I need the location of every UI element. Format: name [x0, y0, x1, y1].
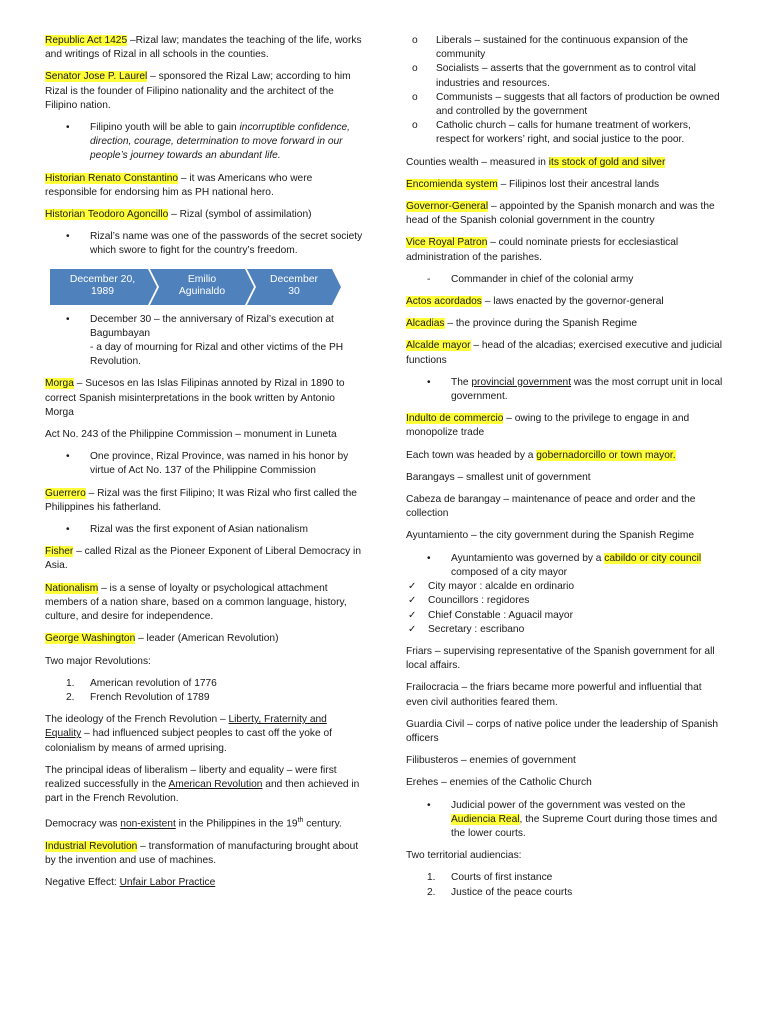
numbered-list [406, 871, 724, 899]
step-line: Emilio [187, 273, 217, 285]
underlined-text: Unfair Labor Practice [119, 877, 216, 889]
para-audiencias: Two territorial audiencias: [406, 850, 522, 862]
highlight-term: Republic Act 1425 [45, 35, 128, 46]
step-line: Aguinaldo [178, 285, 226, 297]
step-line: December 20, [69, 273, 136, 285]
para-text: – Rizal (symbol of assimilation) [168, 209, 312, 221]
highlight-term: Encomienda system [406, 178, 498, 190]
item-text: American revolution of 1776 [90, 677, 217, 689]
para-democracy [45, 814, 363, 832]
underlined-text: American Revolution [168, 778, 263, 790]
para-text: – owing to the privilege to engage in and monopolize trade [406, 413, 690, 439]
para-text: Negative Effect: [45, 877, 120, 889]
para-counties-wealth [406, 156, 724, 170]
para-fisher [45, 545, 363, 573]
para-text: – Sucesos en las Islas Filipinas annoted by Rizal in 1890 to correct Spanish misinterpretations in the book written by Antonio Morga [45, 378, 345, 418]
para-encomienda [406, 178, 724, 192]
list-item [406, 376, 724, 404]
bullet-list [45, 450, 363, 478]
list-item: • One province, Rizal Province, was named in his honor by virtue of Act No. 137 of the Philippine Commission [45, 450, 363, 478]
list-item [45, 677, 363, 691]
superscript: th [297, 817, 304, 825]
highlight-term: Actos acordados [406, 296, 482, 308]
italic-text: incorruptible confidence, direction, courage, determination to move forward in our people’s journey towards an abundant life. [90, 122, 350, 162]
check-icon: ✓ [408, 609, 417, 621]
item-text: Justice of the peace courts [451, 886, 573, 898]
item-text: Liberals – sustained for the continuous expansion of the community [436, 35, 689, 61]
item-text: composed of a city mayor [451, 566, 568, 578]
item-text: , the Supreme Court during those times and the lower courts. [451, 813, 718, 839]
para-act-243: Act No. 243 of the Philippine Commission – monument in Luneta [45, 429, 337, 441]
bullet-list [406, 799, 724, 842]
para-washington [45, 632, 363, 646]
para-vice-royal-patron [406, 236, 724, 264]
para-alcadias [406, 317, 724, 331]
para-text: – Rizal was the first Filipino; It was Rizal who first called the Philippines his fatherland. [45, 487, 357, 513]
highlight-term: Historian Renato Constantino [45, 172, 179, 184]
list-item [45, 691, 363, 705]
para-filibusteros: Filibusteros – enemies of government [406, 755, 576, 767]
step-line: December [270, 273, 318, 285]
highlight-term: Alcadias [406, 318, 445, 330]
para-text: – appointed by the Spanish monarch and was the head of the Spanish colonial government in the country [406, 201, 715, 227]
para-text: –Rizal law; mandates the teaching of the life, works and writings of Rizal in all schools in the counties. [45, 35, 362, 61]
bullet-list [45, 230, 363, 258]
right-column [406, 34, 724, 908]
highlight-term: gobernadorcillo or town mayor. [536, 449, 676, 461]
underlined-text: provincial government [471, 376, 572, 388]
item-text: Catholic church – calls for humane treatment of workers, respect for workers’ right, and social justice to the poor. [436, 120, 691, 146]
numbered-list [45, 677, 363, 705]
list-item [406, 594, 724, 608]
highlight-term: Governor-General [406, 201, 489, 213]
para-text: – laws enacted by the governor-general [481, 296, 664, 308]
item-text: French Revolution of 1789 [90, 691, 210, 703]
list-item [406, 34, 724, 62]
para-two-revolutions: Two major Revolutions: [45, 655, 151, 667]
list-number: 1. [427, 872, 436, 884]
list-item [406, 119, 724, 147]
list-item [406, 62, 724, 90]
list-marker: o [412, 120, 418, 132]
item-text: Courts of first instance [451, 872, 553, 884]
para-nationalism [45, 582, 363, 625]
para-text: – sponsored the Rizal Law; according to him Rizal is the founder of Filipino nationality and the architect of the Filipino nation. [45, 71, 351, 111]
step-line: 1989 [90, 285, 115, 297]
para-text: and then achieved in part in the French Revolution. [45, 778, 360, 805]
highlight-term: Nationalism [45, 582, 99, 594]
bullet-list [406, 376, 724, 404]
list-item [406, 91, 724, 119]
underlined-text: non-existent [120, 818, 176, 830]
list-item [406, 799, 724, 842]
para-friars: Friars – supervising representative of the Spanish government for all local affairs. [406, 645, 715, 672]
highlight-term: its stock of gold and silver [548, 156, 666, 168]
list-item [406, 273, 724, 287]
item-text: Socialists – asserts that the government as to control vital industries and resources. [436, 63, 696, 89]
item-text: was the most corrupt unit in local government. [451, 376, 723, 403]
list-item [406, 871, 724, 885]
ideology-list [406, 34, 724, 148]
para-text: Counties wealth – measured in [406, 156, 549, 168]
para-ideology [45, 713, 363, 756]
list-item [406, 886, 724, 900]
para-barangays: Barangays – smallest unit of government [406, 471, 591, 483]
highlight-term: Morga [45, 378, 74, 390]
bullet-list [406, 552, 724, 580]
para-cabeza: Cabeza de barangay – maintenance of peace and order and the collection [406, 494, 696, 520]
para-text: – leader (American Revolution) [135, 633, 279, 645]
timeline-diagram [45, 267, 363, 307]
bullet-list [45, 523, 363, 537]
list-item [406, 580, 724, 594]
para-text: Democracy was [45, 818, 121, 830]
step-line: 30 [288, 285, 300, 297]
para-agoncillo [45, 208, 363, 222]
para-text: – transformation of manufacturing brought about by the invention and use of machines. [45, 840, 359, 867]
para-ayuntamiento: Ayuntamiento – the city government during the Spanish Regime [406, 530, 695, 542]
list-number: 1. [66, 677, 75, 689]
para-frailocracia: Frailocracia – the friars became more powerful and influential that even civil authorities feared them. [406, 682, 702, 708]
para-text: century. [303, 818, 342, 830]
item-text: - a day of mourning for Rizal and other victims of the PH Revolution. [90, 342, 344, 368]
list-marker: o [412, 91, 418, 103]
para-text: Each town was headed by a [406, 449, 537, 461]
para-town-head [406, 449, 724, 463]
list-number: 2. [427, 886, 436, 898]
para-text: – had influenced subject peoples to cast off the yoke of colonialism by means of armed uprising. [45, 728, 332, 754]
dash-list [406, 273, 724, 287]
item-text: Ayuntamiento was governed by a [451, 552, 605, 564]
list-item [45, 313, 363, 370]
para-text: – Filipinos lost their ancestral lands [497, 178, 660, 190]
item-text: The [451, 376, 472, 388]
para-laurel [45, 70, 363, 113]
highlight-term: Alcalde mayor [406, 340, 471, 352]
list-item [45, 121, 363, 164]
para-negative-effect [45, 876, 363, 890]
item-text: Councillors : regidores [428, 595, 530, 607]
list-item [406, 623, 724, 637]
para-alcalde-mayor [406, 339, 724, 367]
item-text: Judicial power of the government was vested on the [451, 799, 686, 811]
para-industrial-revolution [45, 840, 363, 868]
para-republic-act [45, 34, 363, 62]
para-actos-acordados [406, 295, 724, 309]
para-guerrero [45, 487, 363, 515]
underlined-text: Liberty, Fraternity and Equality [45, 714, 327, 740]
para-text: – is a sense of loyalty or psychological attachment members of a nation share, based on a common language, history, culture, and desire for independence. [45, 582, 347, 623]
para-erehes: Erehes – enemies of the Catholic Church [406, 777, 592, 789]
item-text: Chief Constable : Aguacil mayor [428, 609, 573, 621]
highlight-term: Historian Teodoro Agoncillo [45, 209, 169, 221]
para-constantino [45, 172, 363, 200]
item-text: Communists – suggests that all factors of production be owned and controlled by the government [436, 91, 720, 118]
highlight-term: Indulto de commercio [406, 413, 504, 425]
bullet-list [45, 121, 363, 164]
item-text: December 30 – the anniversary of Rizal’s execution at Bagumbayan [90, 313, 334, 339]
list-marker: - [427, 273, 431, 285]
list-number: 2. [66, 691, 75, 703]
para-indulto [406, 412, 724, 440]
left-column [45, 34, 363, 899]
highlight-term: cabildo or city council [604, 552, 702, 564]
list-item: • Rizal’s name was one of the passwords of the secret society which swore to fight for the country’s freedom. [45, 230, 363, 258]
para-text: The ideology of the French Revolution – [45, 714, 229, 726]
check-list [406, 580, 724, 637]
para-text: – called Rizal as the Pioneer Exponent of Liberal Democracy in Asia. [45, 546, 361, 572]
para-liberalism [45, 764, 363, 807]
para-text: – head of the alcadias; exercised executive and judicial functions [406, 340, 723, 366]
item-text: Secretary : escribano [428, 623, 525, 635]
list-marker: o [412, 35, 418, 46]
check-icon: ✓ [408, 623, 417, 635]
list-marker: o [412, 63, 418, 75]
highlight-term: Fisher [45, 546, 74, 558]
para-text: The principal ideas of liberalism – liberty and equality – were first realized successfully in the [45, 764, 337, 790]
para-morga [45, 377, 363, 420]
highlight-term: Guerrero [45, 487, 86, 499]
para-guardia-civil: Guardia Civil – corps of native police under the leadership of Spanish officers [406, 718, 719, 744]
item-text: City mayor : alcalde en ordinario [428, 581, 575, 593]
highlight-term: Vice Royal Patron [406, 237, 488, 249]
bullet-list [45, 313, 363, 370]
list-item: • Rizal was the first exponent of Asian nationalism [45, 523, 363, 537]
highlight-term: Senator Jose P. Laurel [45, 71, 148, 83]
highlight-term: Industrial Revolution [45, 840, 138, 852]
check-icon: ✓ [408, 581, 417, 593]
para-text: in the Philippines in the 19 [175, 818, 298, 830]
para-text: – it was Americans who were responsible for endorsing him as PH national hero. [45, 172, 313, 198]
para-text: – the province during the Spanish Regime [444, 318, 638, 330]
highlight-term: George Washington [45, 633, 136, 645]
item-text: Filipino youth will be able to gain [90, 122, 240, 134]
check-icon: ✓ [408, 595, 417, 607]
list-item [406, 609, 724, 623]
para-text: – could nominate priests for ecclesiastical administration of the parishes. [406, 237, 679, 263]
highlight-term: Audiencia Real [451, 813, 520, 825]
list-item [406, 552, 724, 580]
para-governor-general [406, 200, 724, 228]
item-text: Commander in chief of the colonial army [451, 273, 634, 285]
